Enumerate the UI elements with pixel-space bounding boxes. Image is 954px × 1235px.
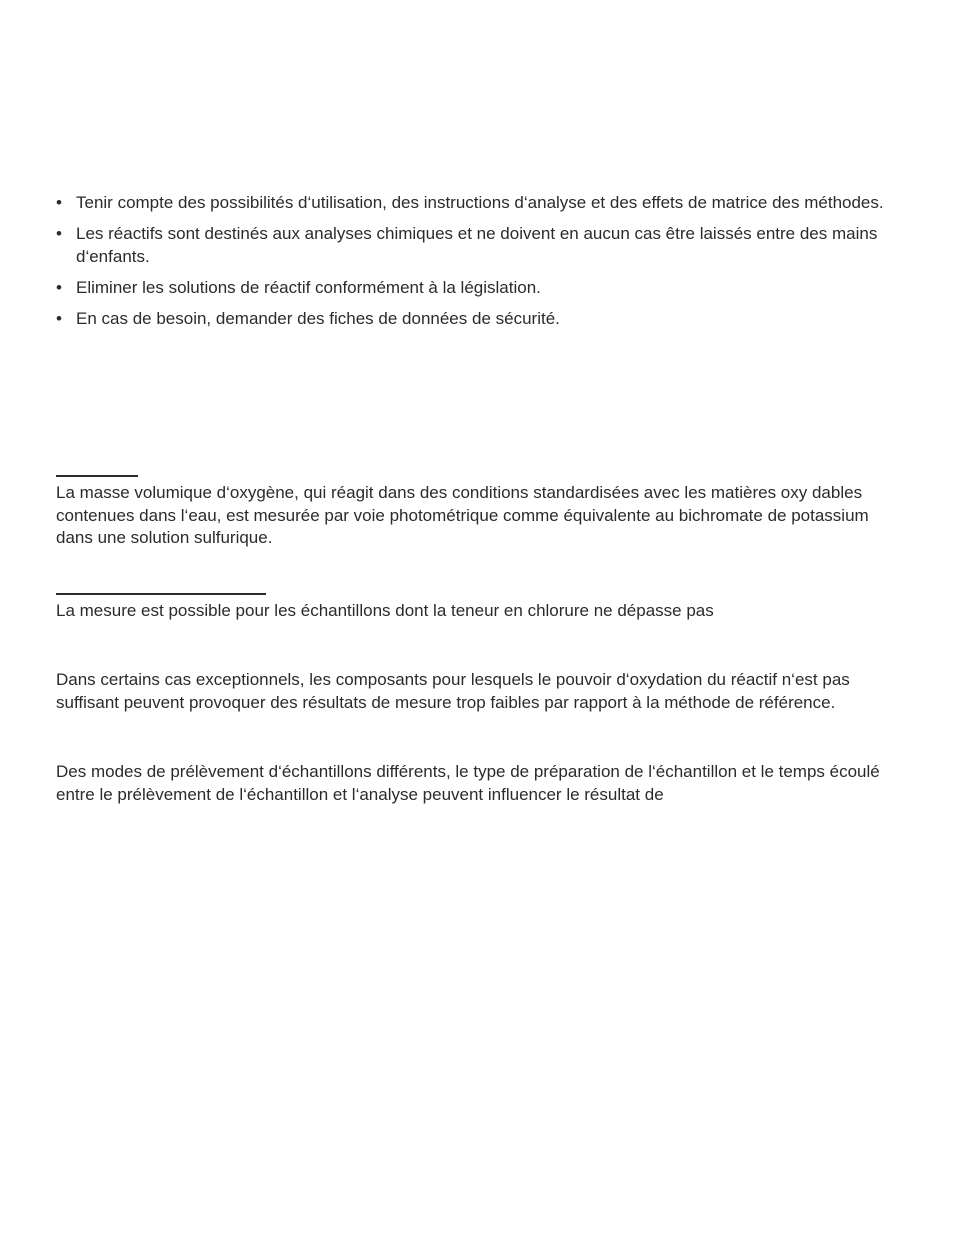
list-item-text: Les réactifs sont destinés aux analyses chimiques et ne doivent en aucun cas être laissés entre des mains d‘enfants. [76, 224, 878, 266]
list-item [56, 223, 902, 268]
list-item-text: Eliminer les solutions de réactif conformément à la législation. [76, 277, 541, 297]
section-rule-application [56, 593, 266, 595]
safety-notes-list [56, 192, 902, 339]
interference-paragraph: Dans certains cas exceptionnels, les composants pour lesquels le pouvoir d‘oxydation du réactif n‘est pas suffisant peuvent provoquer des résultats de mesure trop faibles par rapport à la méthode de référence. [56, 670, 850, 712]
bullet-icon: • [56, 193, 62, 212]
principle-paragraph: La masse volumique d‘oxygène, qui réagit dans des conditions standardisées avec les matières oxy dables contenues dans l‘eau, est mesurée par voie photométrique comme équivalente au bichromate de potassium dans une solution sulfurique. [56, 483, 869, 547]
list-item [56, 308, 902, 331]
list-item-text: Tenir compte des possibilités d‘utilisation, des instructions d‘analyse et des effets de matrice des méthodes. [76, 193, 884, 212]
bullet-icon: • [56, 224, 62, 243]
sampling-paragraph: Des modes de prélèvement d‘échantillons différents, le type de préparation de l‘échantillon et le temps écoulé entre le prélèvement de l‘échantillon et l‘analyse peuvent influencer le résultat de [56, 762, 880, 804]
bullet-icon: • [56, 308, 62, 328]
list-item-text: En cas de besoin, demander des fiches de données de sécurité. [76, 308, 560, 328]
application-paragraph: La mesure est possible pour les échantillons dont la teneur en chlorure ne dépasse pas [56, 601, 714, 620]
list-item [56, 277, 902, 300]
list-item [56, 192, 902, 215]
bullet-icon: • [56, 277, 62, 297]
section-rule-principle [56, 475, 138, 477]
